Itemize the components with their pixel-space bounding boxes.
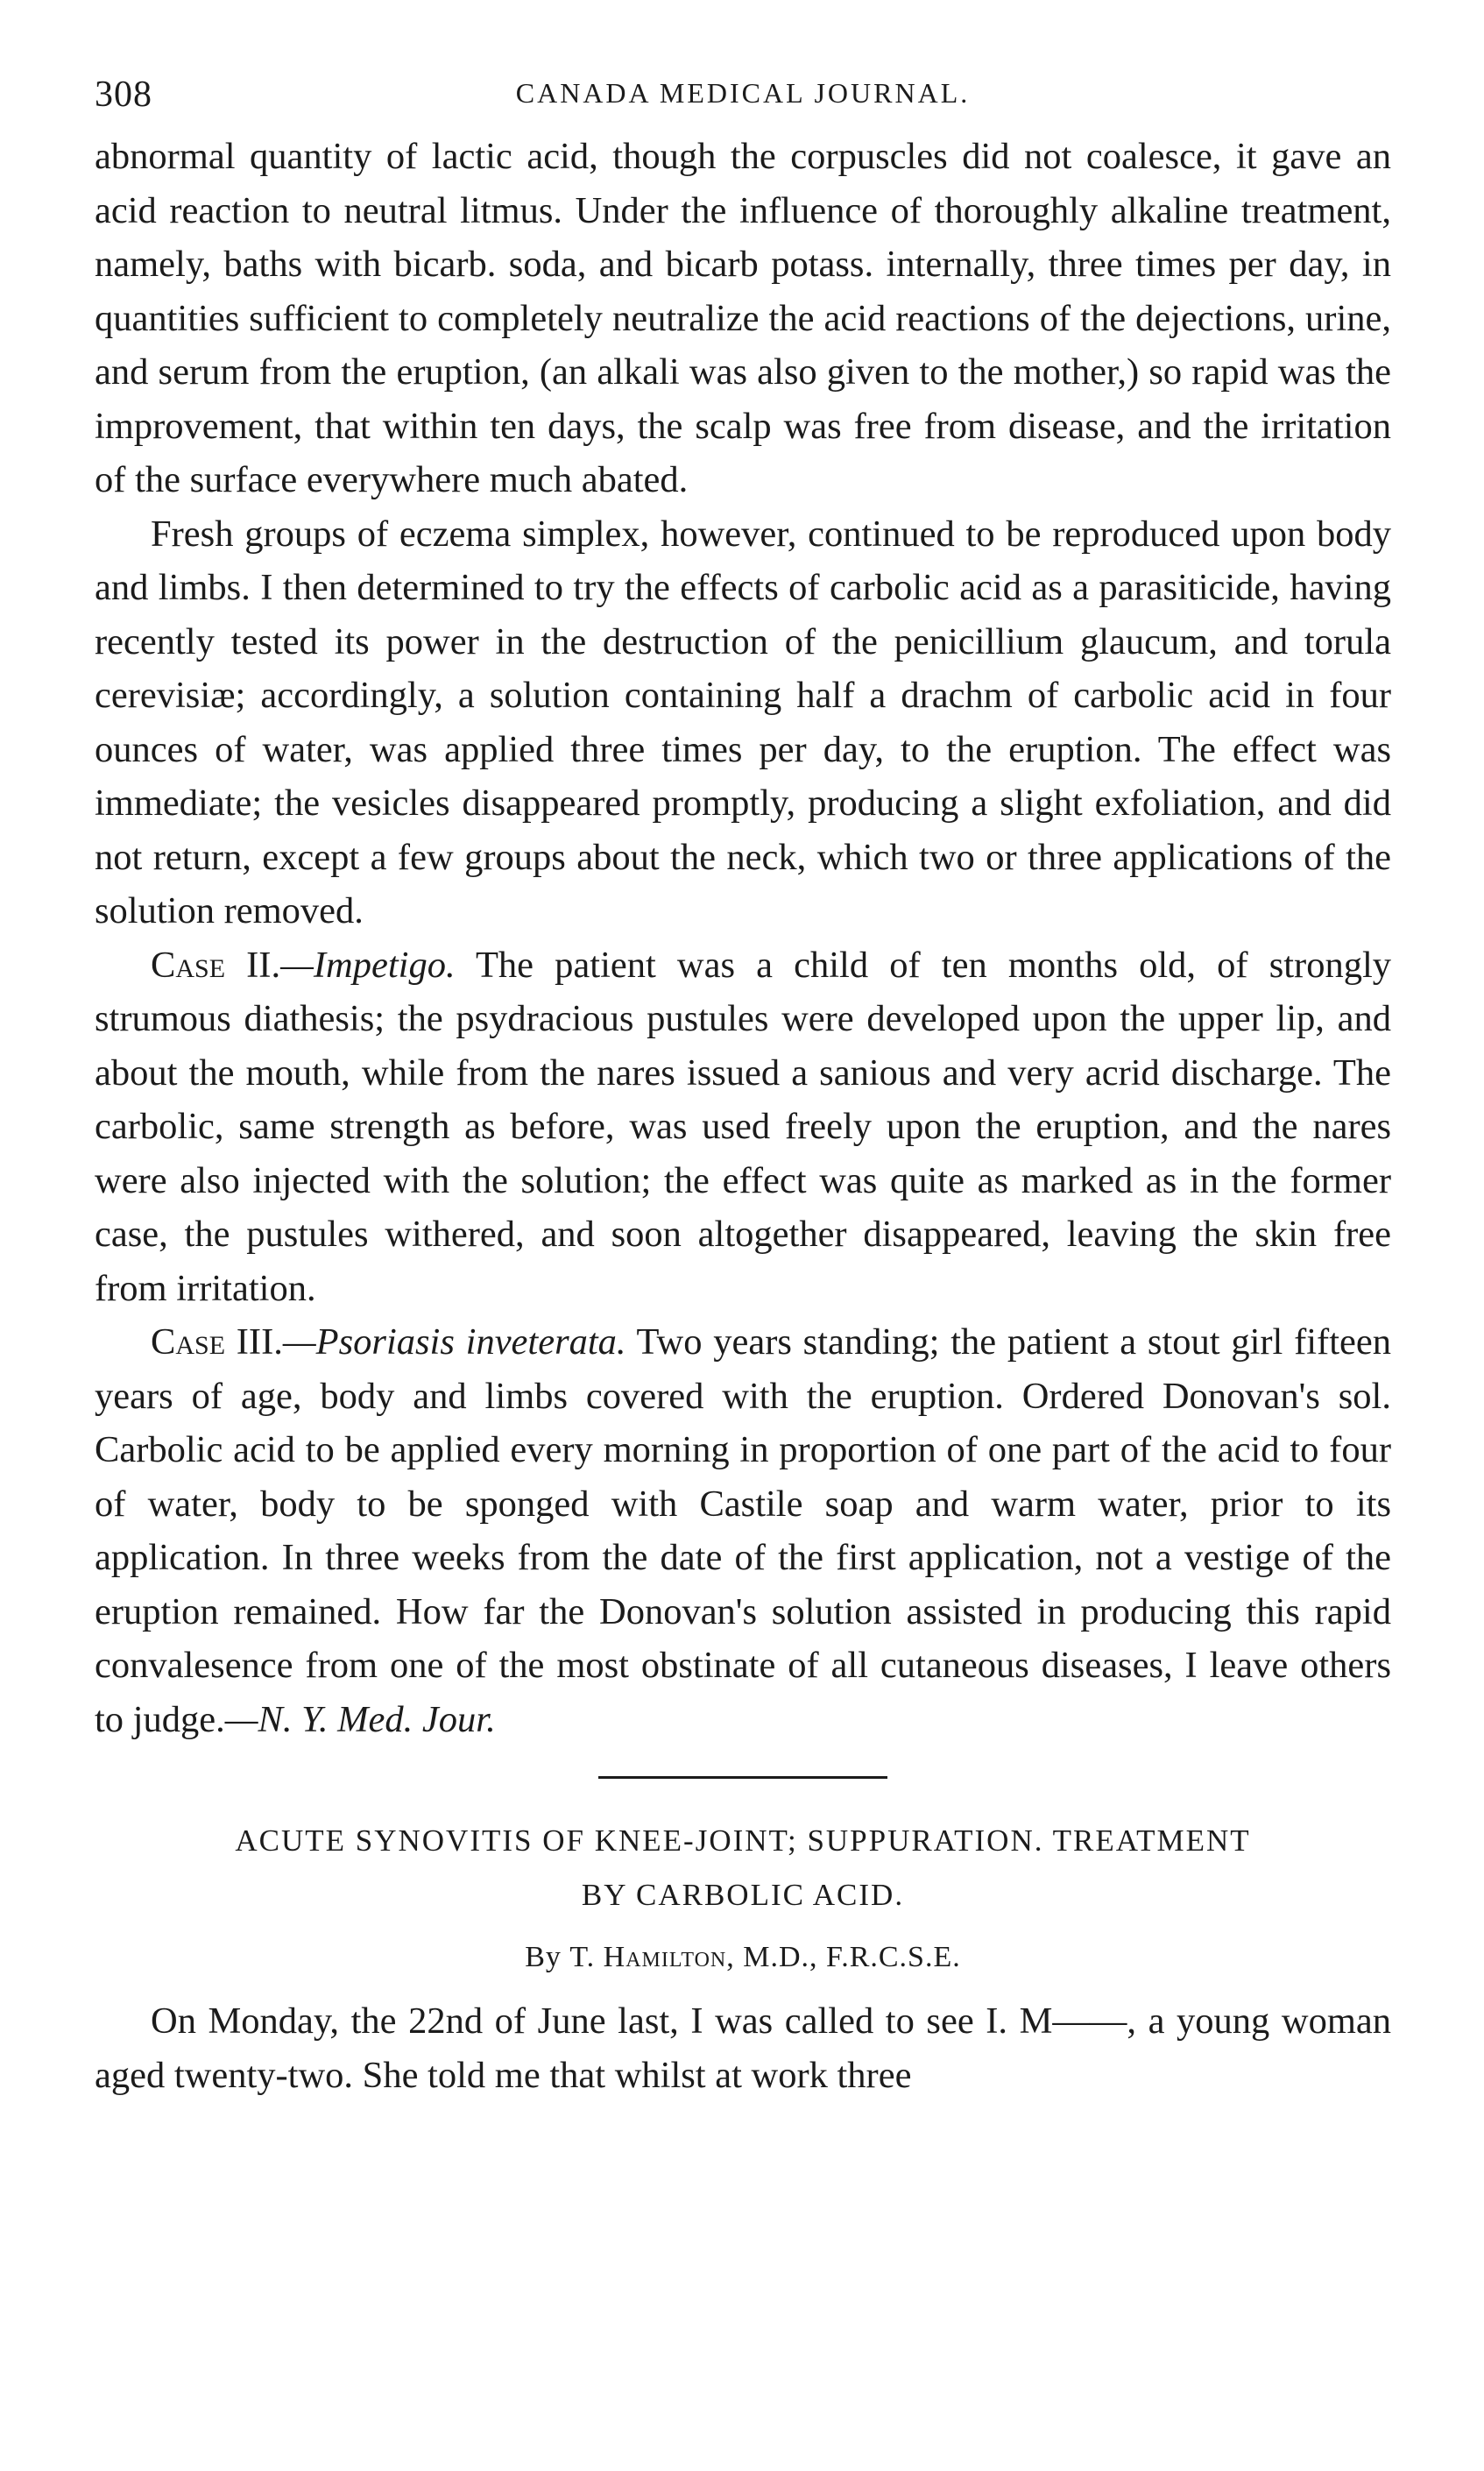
page-number: 308 xyxy=(95,74,152,115)
article-title-line-2: BY CARBOLIC ACID. xyxy=(581,1878,905,1912)
paragraph-eczema-treatment: Fresh groups of eczema simplex, however, continued to be reproduced upon body and limbs. I then determined to try the effects of carbolic acid as a parasiticide, having recently tested its power in the destruction of the penicillium glaucum, and torula cerevisiæ; accordingly, a solution containing half a drachm of carbolic acid in four ounces of water, was applied three times per day, to the eruption. The effect was immediate; the vesicles disappeared promptly, producing a slight exfoliation, and did not return, except a few groups about the neck, which two or three applications of the solution removed. xyxy=(95,513,1391,931)
article-body xyxy=(95,1994,1391,2102)
article-body-previous xyxy=(95,130,1391,1746)
article-title-line-1: ACUTE SYNOVITIS OF KNEE-JOINT; SUPPURATION. TREATMENT xyxy=(235,1823,1251,1858)
journal-page xyxy=(95,68,1391,2102)
case-3-source: —N. Y. Med. Jour. xyxy=(224,1698,496,1740)
case-2-text: The patient was a child of ten months old, of strongly strumous diathesis; the psydracious pustules were developed upon the upper lip, and about the mouth, while from the nares issued a sanious and very acrid discharge. The carbolic, same strength as before, was used freely upon the eruption, and the nares were also injected with the solution; the effect was quite as marked as in the former case, the pustules withered, and soon altogether disappeared, leaving the skin free from irritation. xyxy=(95,944,1392,1309)
paragraph-case-2 xyxy=(95,938,1391,1316)
running-head xyxy=(95,68,1391,130)
byline-author: T. Hamilton xyxy=(569,1941,727,1973)
paragraph-case-3 xyxy=(95,1315,1391,1746)
article-opening-paragraph: On Monday, the 22nd of June last, I was called to see I. M——, a young woman aged twenty-two. She told me that whilst at work three xyxy=(95,2000,1391,2096)
article-header xyxy=(95,1814,1391,1984)
case-3-label: Case III. xyxy=(151,1321,283,1363)
byline-prefix: By xyxy=(525,1941,570,1973)
journal-title: CANADA MEDICAL JOURNAL. xyxy=(515,77,971,109)
byline-credentials: , M.D., F.R.C.S.E. xyxy=(726,1941,961,1973)
section-divider xyxy=(598,1776,887,1779)
article-byline xyxy=(95,1931,1391,1984)
case-2-title: —Impetigo. xyxy=(280,944,456,986)
case-3-text: Two years standing; the patient a stout girl fifteen years of age, body and limbs covered with the eruption. Ordered Donovan's sol. Carbolic acid to be applied every morning in proportion of one part of the acid to four of water, body to be sponged with Castile soap and warm water, prior to its application. In three weeks from the date of the first application, not a vestige of the eruption remained. How far the Donovan's solution assisted in producing this rapid convalesence from one of the most obstinate of all cutaneous diseases, I leave others to judge. xyxy=(95,1321,1391,1740)
paragraph-continuation: abnormal quantity of lactic acid, though the corpuscles did not coalesce, it gave an acid reaction to neutral litmus. Under the influence of thoroughly alkaline treatment, namely, baths with bicarb. soda, and bicarb potass. internally, three times per day, in quantities sufficient to completely neutralize the acid reactions of the dejections, urine, and serum from the eruption, (an alkali was also given to the mother,) so rapid was the improvement, that within ten days, the scalp was free from disease, and the irritation of the surface everywhere much abated. xyxy=(95,136,1391,500)
case-2-label: Case II. xyxy=(151,944,281,986)
case-3-title: —Psoriasis inveterata. xyxy=(282,1321,626,1363)
